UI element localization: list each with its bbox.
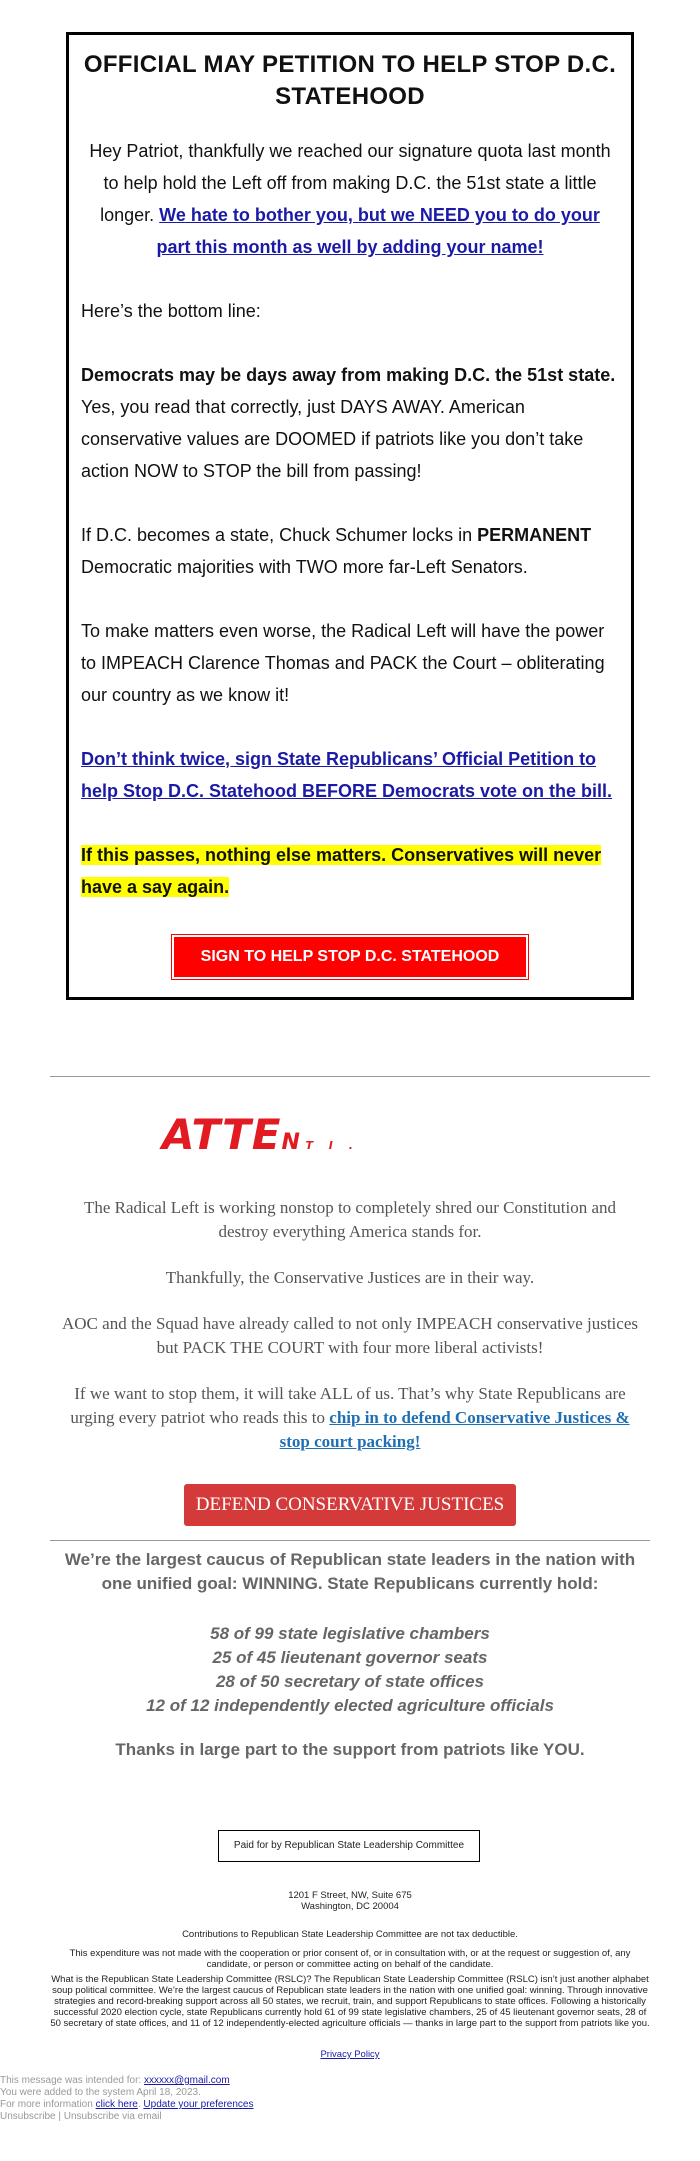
intended-email-link[interactable]: xxxxxx@gmail.com	[143, 2075, 230, 2086]
schumer-pre: If D.C. becomes a state, Chuck Schumer locks in	[81, 525, 478, 545]
unsubscribe-email-link[interactable]: Unsubscribe via email	[63, 2111, 162, 2122]
email-meta	[0, 2075, 253, 2123]
caucus-text: We’re the largest caucus of Republican state leaders in the nation with one unified goal: WINNING. State Republicans currently hold:	[64, 1550, 636, 1593]
attention-graphic	[162, 1110, 359, 1159]
schumer-paragraph	[81, 519, 619, 583]
address	[50, 1890, 650, 1912]
intro-paragraph	[81, 135, 619, 263]
dems-rest: Yes, you read that correctly, just DAYS AWAY. American conservative values are DOOMED if patriots like you don’t take action NOW to STOP the bill from passing!	[81, 397, 584, 481]
schumer-post: Democratic majorities with TWO more far-Left Senators.	[81, 557, 528, 577]
address-line2: Washington, DC 20004	[301, 1901, 399, 1912]
petition-title: OFFICIAL MAY PETITION TO HELP STOP D.C. STATEHOOD	[83, 51, 617, 110]
intended-for	[0, 2075, 253, 2087]
dems-bold: Democrats may be days away from making D.C. the 51st state.	[81, 365, 616, 385]
petition-box	[66, 32, 634, 1000]
chip-in-link[interactable]: chip in to defend Conservative Justices & stop court packing!	[279, 1408, 630, 1451]
privacy-policy-link[interactable]: Privacy Policy	[320, 2049, 380, 2060]
bottom-line: Here’s the bottom line:	[81, 301, 261, 321]
divider-top	[50, 1076, 650, 1077]
worse-paragraph: To make matters even worse, the Radical Left will have the power to IMPEACH Clarence Thomas and PACK the Court – obliterating our country as we know it!	[81, 621, 605, 705]
divider-bottom	[50, 1540, 650, 1541]
attention-text-small: T I .	[305, 1139, 359, 1152]
not-deductible: Contributions to Republican State Leadership Committee are not tax deductible.	[182, 1929, 518, 1940]
intro-text: Hey Patriot, thankfully we reached our signature quota last month to help hold the Left off from making D.C. the 51st state a little longer.	[89, 141, 611, 225]
holds-item: 58 of 99 state legislative chambers	[210, 1624, 490, 1643]
holds-item: 12 of 12 independently elected agriculture officials	[146, 1696, 554, 1715]
unsubscribe-row	[0, 2111, 253, 2123]
holds-item: 28 of 50 secretary of state offices	[215, 1672, 485, 1691]
more-info-period: .	[137, 2099, 144, 2110]
highlight-paragraph	[81, 839, 619, 903]
schumer-bold: PERMANENT	[477, 525, 592, 545]
attention-text-large: ATTE	[162, 1110, 282, 1159]
unsubscribe-link[interactable]: Unsubscribe	[0, 2111, 56, 2122]
intended-label: This message was intended for:	[0, 2075, 144, 2086]
justices-section	[60, 1196, 640, 1476]
cta-paragraph	[81, 743, 619, 807]
rslc-description: What is the Republican State Leadership Committee (RSLC)? The Republican State Leadership Committee (RSLC) isn’t just another alphabet soup political committee. We’re the largest caucus of Republican state leaders in the nation with one unified goal: winning. Through innovative strategies and record-breaking support across all 50 states, we recruit, train, and support Republicans to state offices. Following a historically successful 2020 election cycle, state Republicans currently hold 61 of 99 state legislative chambers, 25 of 45 lieutenant governor seats, 28 of 50 secretary of state offices, and 11 of 12 independently-elected agriculture officials — thanks in large part to the support from patriots like you.	[50, 1974, 650, 2029]
sign-petition-link[interactable]: Don’t think twice, sign State Republicans’ Official Petition to help Stop D.C. Statehood BEFORE Democrats vote on the bill.	[81, 749, 613, 801]
expenditure-disclaimer: This expenditure was not made with the cooperation or prior consent of, or in consultation with, or at the request or suggestion of, any candidate, or person or committee acting on behalf of the candidate.	[69, 1948, 631, 1970]
paid-for-box: Paid for by Republican State Leadership Committee	[218, 1830, 480, 1862]
justices-p2: Thankfully, the Conservative Justices are in their way.	[165, 1268, 535, 1287]
justices-p4	[60, 1382, 640, 1454]
highlight-text: If this passes, nothing else matters. Conservatives will never have a say again.	[81, 845, 602, 897]
added-date: You were added to the system April 18, 2023.	[0, 2087, 201, 2098]
thanks-text: Thanks in large part to the support from patriots like YOU.	[115, 1740, 585, 1759]
more-info	[0, 2099, 253, 2111]
privacy-policy-row	[50, 2049, 650, 2060]
justices-p3: AOC and the Squad have already called to not only IMPEACH conservative justices but PACK THE COURT with four more liberal activists!	[62, 1314, 638, 1357]
address-line1: 1201 F Street, NW, Suite 675	[288, 1890, 412, 1901]
holds-list	[50, 1622, 650, 1718]
justices-p4-text: If we want to stop them, it will take ALL of us. That’s why State Republicans are urging every patriot who reads this to	[70, 1384, 626, 1427]
dems-paragraph	[81, 359, 619, 487]
click-here-link[interactable]: click here	[95, 2099, 138, 2110]
attention-text-mid: N	[281, 1130, 300, 1155]
add-name-link[interactable]: We hate to bother you, but we NEED you to do your part this month as well by adding your name!	[156, 205, 600, 257]
justices-p1: The Radical Left is working nonstop to completely shred our Constitution and destroy everything America stands for.	[83, 1198, 617, 1241]
sign-petition-button[interactable]: SIGN TO HELP STOP D.C. STATEHOOD	[172, 935, 528, 979]
defend-justices-button[interactable]: DEFEND CONSERVATIVE JUSTICES	[184, 1484, 516, 1526]
holds-item: 25 of 45 lieutenant governor seats	[212, 1648, 488, 1667]
update-preferences-link[interactable]: Update your preferences	[143, 2099, 254, 2110]
more-info-label: For more information	[0, 2099, 96, 2110]
unsubscribe-separator: |	[55, 2111, 64, 2122]
